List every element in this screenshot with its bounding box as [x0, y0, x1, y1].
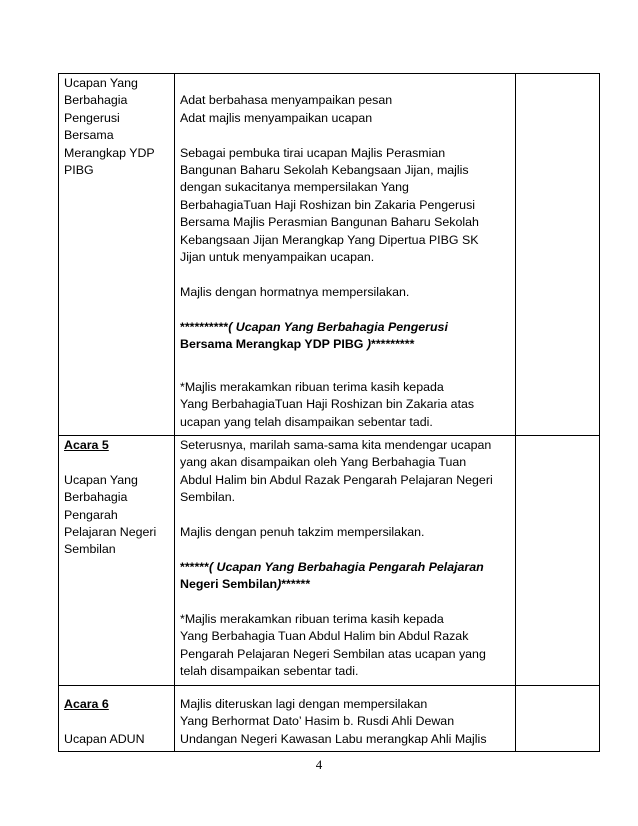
- agenda-item-cell: [59, 74, 175, 436]
- script-line: Undangan Negeri Kawasan Labu merangkap Ahli Majlis: [180, 731, 487, 746]
- item-title-line: Merangkap YDP: [64, 145, 155, 160]
- agenda-row-acara-5: [59, 436, 600, 686]
- item-title-line: PIBG: [64, 163, 94, 178]
- item-number: Acara 5: [64, 438, 109, 452]
- agenda-row-acara-6: [59, 686, 600, 752]
- script-line: Pengarah Pelajaran Negeri Sembilan atas ucapan yang: [180, 646, 486, 661]
- script-line: ucapan yang telah disampaikan sebentar tadi.: [180, 414, 433, 429]
- item-title-line: Ucapan ADUN: [64, 731, 145, 746]
- item-title-line: Sembilan: [64, 542, 116, 557]
- script-cell: [175, 436, 516, 686]
- script-line: Yang Berbahagia Tuan Abdul Halim bin Abdul Razak: [180, 629, 469, 644]
- item-title-line: Berbahagia: [64, 490, 128, 505]
- script-line: Jijan untuk menyampaikan ucapan.: [180, 250, 375, 265]
- script-line: Yang Berhormat Dato’ Hasim b. Rusdi Ahli Dewan: [180, 714, 455, 729]
- script-cell: [175, 686, 516, 752]
- script-line: Adat berbahasa menyampaikan pesan: [180, 93, 393, 108]
- script-line: Majlis diteruskan lagi dengan mempersilakan: [180, 697, 428, 711]
- item-title-line: Berbahagia: [64, 93, 128, 108]
- notes-cell: [516, 436, 600, 686]
- agenda-row-pengerusi: [59, 74, 600, 436]
- agenda-table: [58, 73, 600, 752]
- item-title-line: Bersama: [64, 128, 114, 143]
- script-line: yang akan disampaikan oleh Yang Berbahagia Tuan: [180, 455, 467, 470]
- speech-cue: Negeri Sembilan)******: [180, 577, 311, 592]
- page-number: 4: [315, 757, 323, 772]
- speech-cue: **********( Ucapan Yang Berbahagia Pengerusi: [180, 319, 448, 334]
- script-line: Adat majlis menyampaikan ucapan: [180, 110, 373, 125]
- script-line: Abdul Halim bin Abdul Razak Pengarah Pelajaran Negeri: [180, 472, 493, 487]
- speech-cue: Bersama Merangkap YDP PIBG )*********: [180, 337, 415, 352]
- script-line: Bangunan Baharu Sekolah Kebangsaan Jijan, majlis: [180, 163, 469, 177]
- script-line: *Majlis merakamkan ribuan terima kasih kepada: [180, 612, 444, 627]
- item-title-line: Ucapan Yang: [64, 472, 138, 487]
- agenda-item-cell: [59, 686, 175, 752]
- script-line: Yang BerbahagiaTuan Haji Roshizan bin Zakaria atas: [180, 397, 475, 412]
- script-line: BerbahagiaTuan Haji Roshizan bin Zakaria Pengerusi: [180, 197, 476, 212]
- script-line: Seterusnya, marilah sama-sama kita mendengar ucapan: [180, 438, 492, 452]
- item-title-line: Ucapan Yang: [64, 76, 138, 90]
- speech-cue: ******( Ucapan Yang Berbahagia Pengarah Pelajaran: [180, 559, 484, 574]
- script-line: Sembilan.: [180, 490, 236, 505]
- agenda-item-cell: [59, 436, 175, 686]
- item-title-line: Pelajaran Negeri: [64, 525, 157, 540]
- script-line: Majlis dengan penuh takzim mempersilakan.: [180, 525, 425, 540]
- item-title-line: Pengarah: [64, 507, 118, 522]
- script-line: Sebagai pembuka tirai ucapan Majlis Perasmian: [180, 145, 446, 160]
- script-line: Kebangsaan Jijan Merangkap Yang Dipertua PIBG SK: [180, 232, 479, 247]
- script-line: Bersama Majlis Perasmian Bangunan Baharu Sekolah: [180, 215, 479, 230]
- script-line: telah disampaikan sebentar tadi.: [180, 664, 359, 679]
- script-line: dengan sukacitanya mempersilakan Yang: [180, 180, 409, 195]
- item-title-line: Pengerusi: [64, 110, 120, 125]
- notes-cell: [516, 74, 600, 436]
- script-line: *Majlis merakamkan ribuan terima kasih kepada: [180, 379, 444, 394]
- notes-cell: [516, 686, 600, 752]
- script-cell: [175, 74, 516, 436]
- script-line: Majlis dengan hormatnya mempersilakan.: [180, 284, 410, 299]
- item-number: Acara 6: [64, 697, 109, 711]
